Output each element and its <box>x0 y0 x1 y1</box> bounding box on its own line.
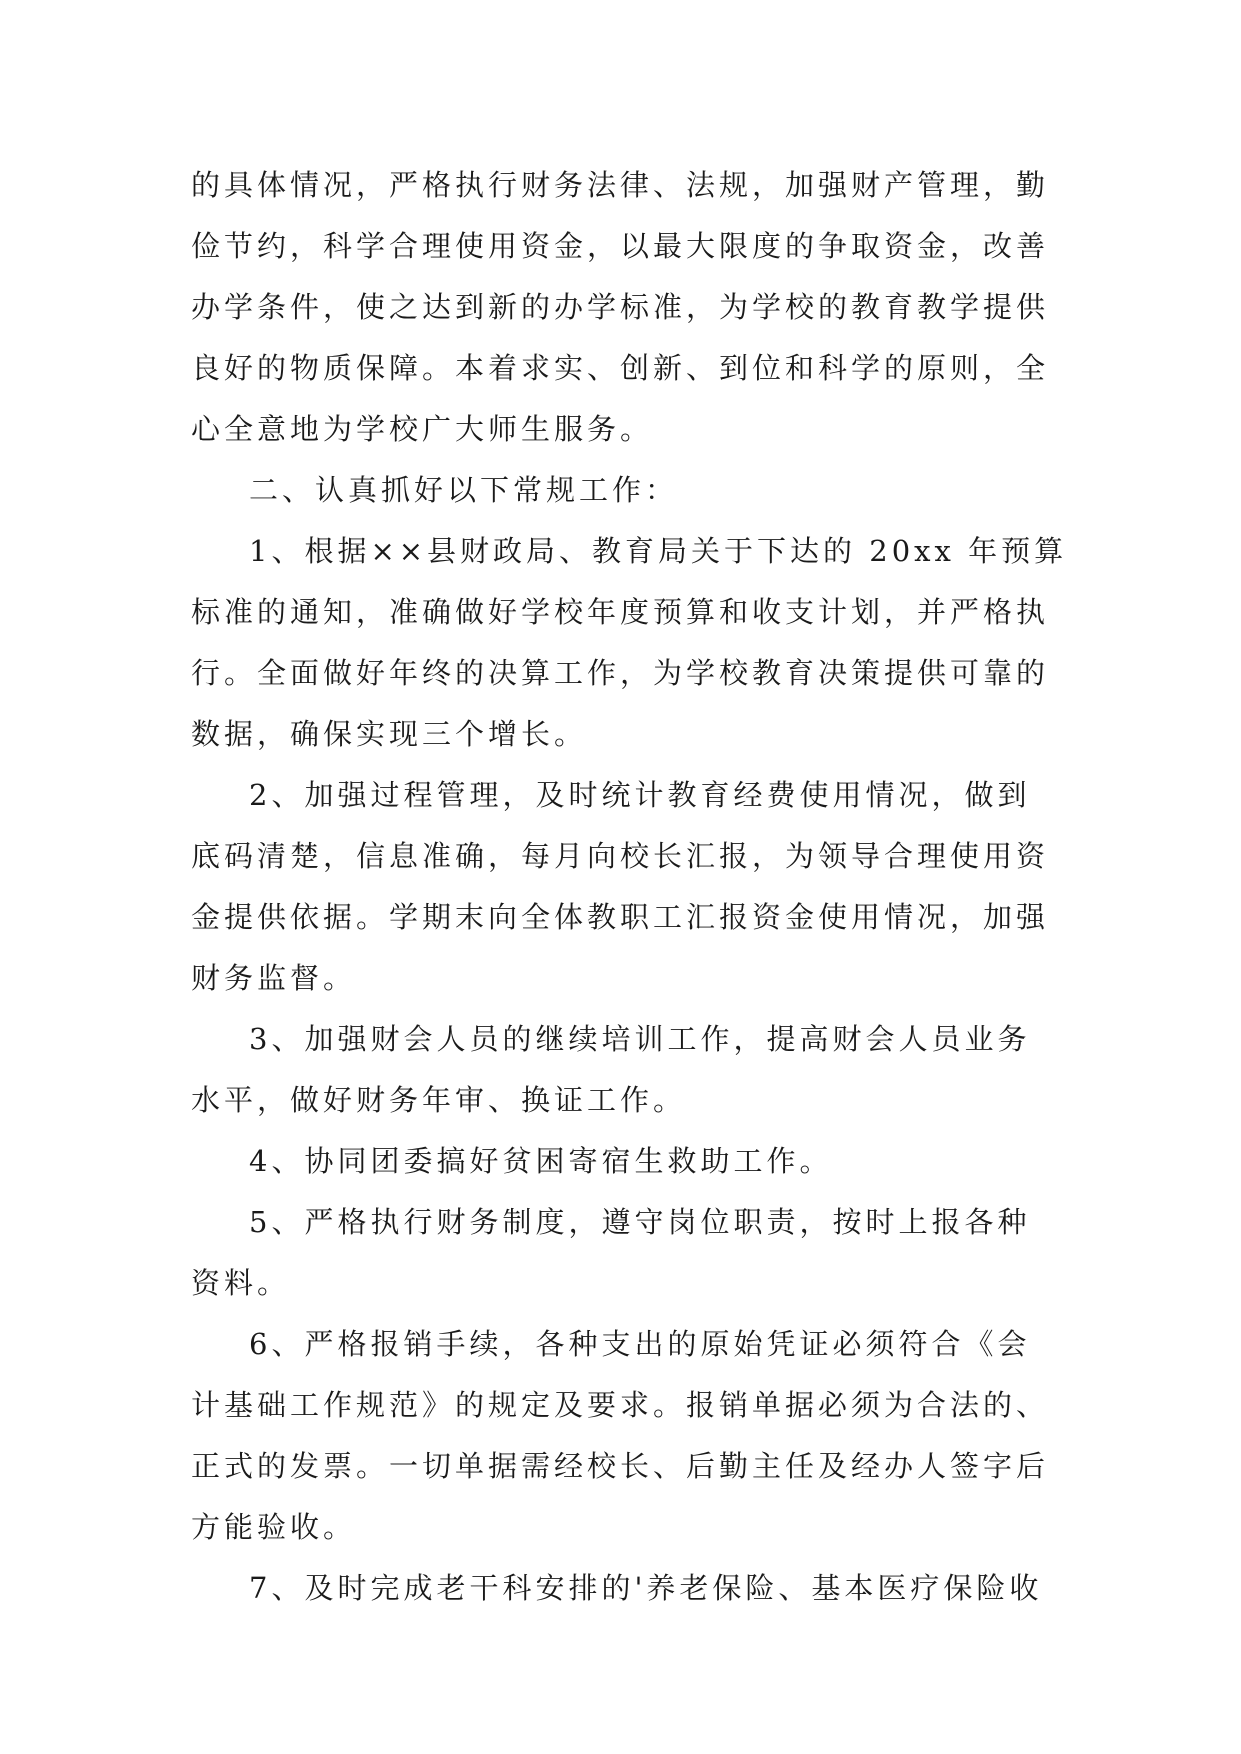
text-line: 底码清楚，信息准确，每月向校长汇报，为领导合理使用资 <box>191 839 1050 873</box>
text-line: 方能验收。 <box>191 1510 357 1544</box>
list-item-start: 7、及时完成老干科安排的'养老保险、基本医疗保险收 <box>249 1571 1043 1605</box>
list-item-start: 6、严格报销手续，各种支出的原始凭证必须符合《会 <box>249 1327 1031 1361</box>
text-line: 计基础工作规范》的规定及要求。报销单据必须为合法的、 <box>191 1388 1050 1422</box>
list-item-start: 1、根据××县财政局、教育局关于下达的 20xx 年预算 <box>249 534 1068 568</box>
text-line: 财务监督。 <box>191 961 357 995</box>
text-line: 俭节约，科学合理使用资金，以最大限度的争取资金，改善 <box>191 229 1050 263</box>
text-line: 良好的物质保障。本着求实、创新、到位和科学的原则，全 <box>191 351 1050 385</box>
text-line: 的具体情况，严格执行财务法律、法规，加强财产管理，勤 <box>191 168 1050 202</box>
list-item-start: 2、加强过程管理，及时统计教育经费使用情况，做到 <box>249 778 1031 812</box>
section-heading: 二、认真抓好以下常规工作： <box>249 473 679 507</box>
text-line: 办学条件，使之达到新的办学标准，为学校的教育教学提供 <box>191 290 1050 324</box>
list-item-start: 4、协同团委搞好贫困寄宿生救助工作。 <box>249 1144 833 1178</box>
text-line: 金提供依据。学期末向全体教职工汇报资金使用情况，加强 <box>191 900 1050 934</box>
text-line: 标准的通知，准确做好学校年度预算和收支计划，并严格执 <box>191 595 1050 629</box>
document-body <box>191 155 1068 1619</box>
text-line: 心全意地为学校广大师生服务。 <box>191 412 654 446</box>
list-item-start: 3、加强财会人员的继续培训工作，提高财会人员业务 <box>249 1022 1031 1056</box>
text-line: 资料。 <box>191 1266 291 1300</box>
text-line: 正式的发票。一切单据需经校长、后勤主任及经办人签字后 <box>191 1449 1050 1483</box>
text-line: 数据，确保实现三个增长。 <box>191 717 588 751</box>
text-line: 行。全面做好年终的决算工作，为学校教育决策提供可靠的 <box>191 656 1050 690</box>
list-item-start: 5、严格执行财务制度，遵守岗位职责，按时上报各种 <box>249 1205 1031 1239</box>
text-line: 水平，做好财务年审、换证工作。 <box>191 1083 687 1117</box>
